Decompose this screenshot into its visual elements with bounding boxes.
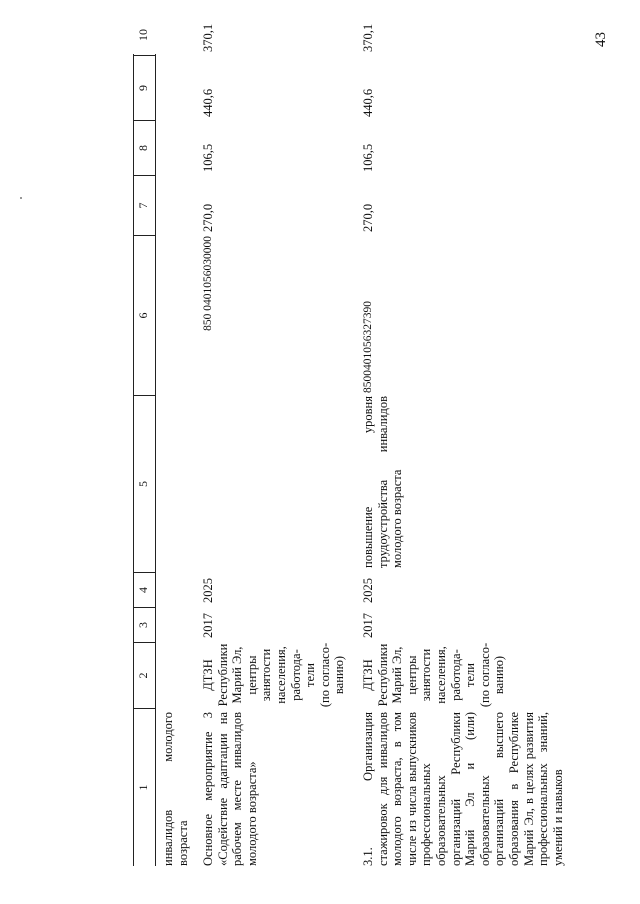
column-header-5: 5: [136, 481, 150, 487]
row-2-value-9: 440,6: [361, 88, 375, 117]
scan-speck: [20, 197, 22, 199]
column-header-9: 9: [136, 85, 150, 91]
page-number: 43: [593, 32, 609, 47]
row-2-start-year: 2017: [361, 613, 375, 638]
row-2-value-8: 106,5: [361, 143, 375, 172]
row-2-value-7: 270,0: [361, 203, 375, 232]
column-header-4: 4: [136, 587, 150, 593]
row-2-result: повышение уровня трудоустройства инвалидов молодого возраста: [361, 396, 405, 568]
row-2-budget-code: 8500401056327390: [362, 301, 374, 393]
row-2-executor: ДТЗН Республики Марий Эл, центры занятости населения, работода- тели (по согласо- ванию): [361, 642, 507, 708]
row-2-value-10: 370,1: [361, 23, 375, 52]
row-1-executor: ДТЗН Республики Марий Эл, центры занятости населения, работода- тели (по согласо- ванию): [201, 642, 347, 708]
row-1-value-8: 106,5: [201, 143, 215, 172]
row-0-name: инвалидов молодого возраста: [161, 712, 190, 866]
row-1-start-year: 2017: [201, 613, 215, 638]
column-header-7: 7: [136, 202, 150, 209]
row-1-value-7: 270,0: [201, 203, 215, 232]
column-header-6: 6: [136, 312, 150, 319]
column-header-2: 2: [136, 672, 150, 679]
row-1-value-10: 370,1: [201, 23, 215, 52]
column-header-10: 10: [136, 29, 150, 41]
row-1-name: Основное мероприятие 3 «Содействие адаптации на рабочем месте инвалидов молодого возраста»: [201, 712, 259, 866]
row-1-end-year: 2025: [201, 578, 215, 603]
row-1-value-9: 440,6: [201, 88, 215, 117]
column-header-8: 8: [136, 145, 150, 151]
row-1-budget-code: 850 0401056030000: [202, 236, 214, 331]
row-2-name: 3.1. Организация стажировок для инвалидов молодого возраста, в том числе из числа выпускников профессиональных образовательных организаций Республики Марий Эл и (или) образовательных организаций высшего образования в Республике Марий Эл, в целях развития профессиональных знаний, умений и навыков: [361, 712, 565, 866]
column-header-1: 1: [136, 784, 150, 791]
row-2-end-year: 2025: [361, 578, 375, 603]
column-header-3: 3: [136, 622, 150, 628]
